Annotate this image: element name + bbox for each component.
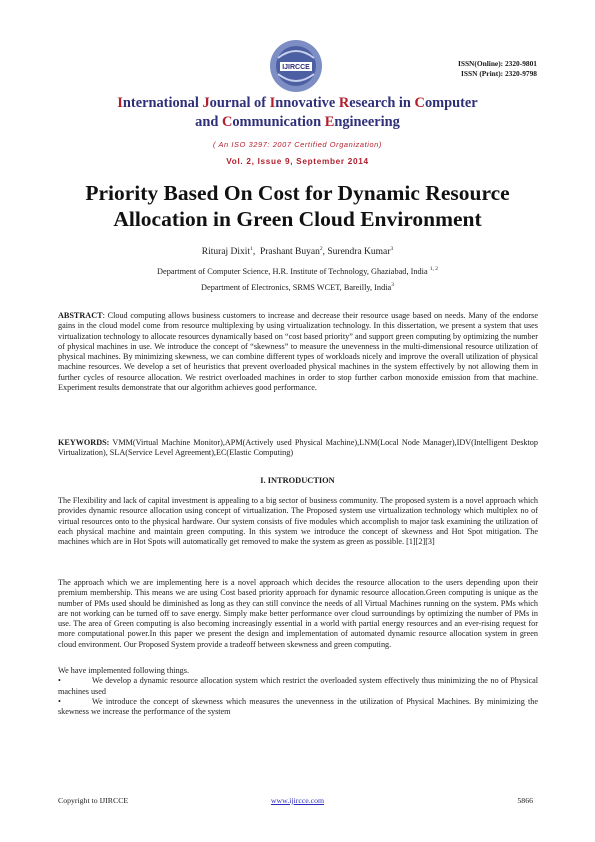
journal-title-line2: [40, 113, 555, 132]
paper-title-line2: Allocation in Green Cloud Environment: [113, 207, 482, 231]
keywords: [58, 438, 538, 459]
list-item-text: We introduce the concept of skewness which measures the unevenness in the utilization of Physical Machines. By minimizing the skewness we increase the performance of the system: [58, 696, 538, 717]
bullet-icon: •: [58, 676, 61, 686]
paper-title: [30, 180, 565, 232]
implemented-list: [58, 666, 538, 717]
journal-cap: I: [117, 95, 123, 111]
affiliation-superscript: 1, 2: [429, 266, 438, 272]
abstract: [58, 311, 538, 393]
footer-copyright: Copyright to IJIRCCE: [58, 796, 129, 805]
journal-text: omputer: [424, 95, 478, 111]
author-superscript: 1: [250, 246, 253, 252]
journal-text: and: [195, 114, 222, 130]
footer-url-link[interactable]: www.ijircce.com: [270, 796, 325, 805]
list-item: [58, 697, 538, 718]
author-superscript: 2: [319, 246, 323, 252]
affiliation-superscript: 3: [391, 282, 394, 288]
paper-title-line1: Priority Based On Cost for Dynamic Resource: [85, 181, 510, 205]
bullet-icon: •: [58, 696, 61, 706]
intro-paragraph-1: The Flexibility and lack of capital investment is appealing to a big sector of business community. The proposed system is a novel approach which provides dynamic resource allocation using concept of virtualization. The Proposed system use virtualization technology which multiplex no of virtual resources onto to the physical hardware. Our system consists of five modules which accomplish to major task examining the utilization of each physical machine and maintain green computing. In this system we introduce the concept of skewness and Hot Spot mitigation. The machines which are in Hot Spots will automatically get removed to make the system as green as possible. [1][2][3]: [58, 496, 538, 547]
journal-cap: J: [202, 95, 210, 111]
affiliation-text: Department of Computer Science, H.R. Institute of Technology, Ghaziabad, India: [157, 266, 428, 276]
issn-print: ISSN (Print): 2320-9798: [461, 69, 537, 78]
journal-text: ommunication: [232, 114, 325, 130]
journal-cap: R: [338, 95, 350, 111]
journal-text: nnovative: [275, 95, 339, 111]
journal-cap: I: [269, 95, 276, 111]
journal-cap: E: [324, 114, 335, 130]
journal-text: ngineering: [334, 114, 400, 130]
journal-text: ournal of: [209, 95, 270, 111]
section-heading: I. INTRODUCTION: [260, 476, 335, 485]
author-superscript: 3: [390, 246, 394, 252]
affiliation-text: Department of Electronics, SRMS WCET, Bareilly, India: [201, 282, 392, 292]
author-name: Surendra Kumar: [327, 247, 391, 258]
abstract-text: : Cloud computing allows business customers to increase and decrease their resource usage based on needs. Many of the endorse gains in the cloud model come from resource multiplexing by using virtualization technology. In this dissertation, we present a system that uses virtualization technology to allocate resources dynamically based on “cost based priority” and support green computing by optimizing the number of physical machines in use. We introduce the concept of “skewness” to measure the unevenness in the multi-dimensional resource utilization of physical machines. By minimizing skewness, we can combine different types of workloads nicely and improve the overall utilization of physical machine resources. We develop a set of heuristics that prevent overloaded physical machines in the system effectively by not allowing them in further cycles of resource allocation. We restrict overloaded machines in order to stop further carbon monoxide emission from that machine. Experiment results demonstrate that our algorithm achieves good performance.: [58, 311, 538, 393]
affiliation-2: [0, 282, 595, 292]
volume-issue: Vol. 2, Issue 9, September 2014: [226, 157, 369, 166]
certification-line: ( An ISO 3297: 2007 Certified Organization): [213, 140, 382, 149]
journal-logo: [268, 38, 324, 94]
journal-cap: C: [221, 114, 233, 130]
journal-title-line1: [40, 94, 555, 113]
journal-text: nternational: [122, 95, 203, 111]
list-item-text: We develop a dynamic resource allocation system which restrict the overloaded system effectively thus minimizing the no of Physical machines used: [58, 676, 538, 696]
issn-online: ISSN(Online): 2320-9801: [457, 59, 537, 68]
journal-cap: C: [414, 95, 425, 111]
list-item: [58, 676, 538, 697]
author-list: Rituraj Dixit$^1$, Prashant Buyan$^2$, Surendra Kumar$^3$: [201, 246, 394, 258]
issn-block: [458, 59, 537, 79]
logo-text: IJIRCCE: [282, 64, 310, 71]
author-name: Prashant Buyan: [259, 247, 320, 258]
intro-paragraph-2: The approach which we are implementing here is a novel approach which decides the resource allocation to the users depending upon their premium membership. This means we are using Cost based priority approach for dynamic resource allocation.Green computing is unique as the number of PMs used should be diminished as long as they can still convince the needs of all Virtual Machines running on the system. PMs which are not working can be turned off to save energy. Simply make better performance over cloud surroundings by optimizing the number of PMs in use. The area of Green computing is also becoming increasingly essential in a world with partial energy resources and an ever-rising request for more computational power.In this paper we present the design and implementation of automated dynamic resource allocation system in green cloud environment. Our Proposed System provide a tradeoff between skewness and green computing.: [58, 578, 538, 649]
keywords-label: KEYWORDS:: [58, 438, 110, 447]
keywords-text: VMM(Virtual Machine Monitor),APM(Actively used Physical Machine),LNM(Local Node Manager),IDV(Intelligent Desktop Virtualization), SLA(Service Level Agreement),EC(Elastic Computing): [58, 438, 538, 458]
implemented-intro: We have implemented following things.: [58, 666, 189, 675]
author-name: Rituraj Dixit: [201, 247, 251, 258]
abstract-label: ABSTRACT: [58, 311, 103, 320]
affiliation-1: [0, 266, 595, 276]
journal-text: esearch in: [349, 95, 415, 111]
journal-title: [40, 94, 555, 132]
page-number: 5866: [517, 796, 533, 805]
